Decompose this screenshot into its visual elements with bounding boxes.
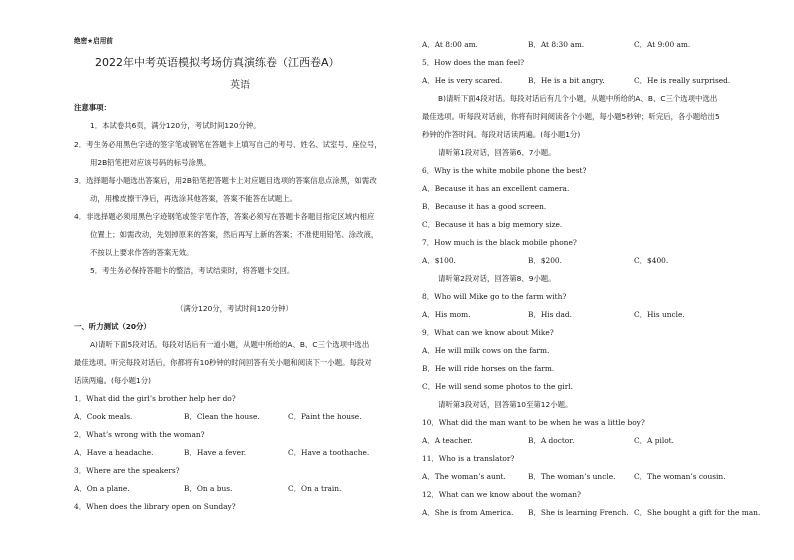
- question-5: 5．How does the man feel?: [422, 58, 525, 67]
- question-6: 6．Why is the white mobile phone the best?: [422, 166, 587, 175]
- notice-line: 4．非选择题必须用黑色字迹钢笔或签字笔作答，答案必须写在答题卡各题目指定区域内相应: [74, 212, 375, 221]
- option-c: C．He is really surprised.: [634, 76, 731, 85]
- option-c: C．His uncle.: [634, 310, 685, 319]
- question-9: 9．What can we know about Mike?: [422, 328, 554, 337]
- notice-line: 位置上；如需改动，先划掉原来的答案，然后再写上新的答案；不准使用铅笔、涂改液，: [90, 230, 379, 239]
- question-12: 12．What can we know about the woman?: [422, 490, 581, 499]
- option-b: B．At 8:30 am.: [528, 40, 585, 49]
- notice-line: 3．选择题每小题选出答案后，用2B铅笔把答题卡上对应题目选项的答案信息点涂黑，如需改: [74, 176, 377, 185]
- notice-line: 不按以上要求作答的答案无效。: [90, 248, 194, 257]
- intro-b-line: 最佳选项。听每段对话前，你将有时间阅读各个小题，每小题5秒钟；听完后，各小题给出5: [422, 112, 720, 121]
- option-a: A．Cook meals.: [74, 412, 133, 421]
- question-7: 7．How much is the black mobile phone?: [422, 238, 577, 247]
- notice-line: 动，用橡皮擦干净后，再选涂其他答案，答案不能答在试题上。: [90, 194, 297, 203]
- notice-line: 用2B铅笔把对应该号码的标号涂黑。: [90, 158, 211, 167]
- option-b: B．His dad.: [528, 310, 572, 319]
- option-a: A．The woman’s aunt.: [422, 472, 506, 481]
- question-2: 2．What’s wrong with the woman?: [74, 430, 205, 439]
- option-c: C．On a train.: [288, 484, 342, 493]
- option-b: B．Have a fever.: [184, 448, 247, 457]
- option-c: C．The woman’s cousin.: [634, 472, 726, 481]
- option-a: A．She is from America.: [422, 508, 514, 517]
- option-a: A．He is very scared.: [422, 76, 503, 85]
- option-a: A．Have a headache.: [74, 448, 154, 457]
- option-a: A．Because it has an excellent camera.: [422, 184, 570, 193]
- option-b: B．He will ride horses on the farm.: [422, 364, 555, 373]
- option-b: B．The woman’s uncle.: [528, 472, 616, 481]
- part-heading: 请听第2段对话，回答第8、9小题。: [438, 274, 556, 283]
- option-c: C．Because it has a big memory size.: [422, 220, 563, 229]
- option-b: B．Because it has a good screen.: [422, 202, 547, 211]
- notice-line: 1．本试卷共6页，满分120分，考试时间120分钟。: [90, 121, 261, 130]
- question-1: 1．What did the girl’s brother help her do?: [74, 394, 236, 403]
- option-b: B．She is learning French.: [528, 508, 629, 517]
- intro-a-line: 最佳选项。听完每段对话后，你都将有10秒钟的时间回答有关小题和阅读下一小题。每段对: [74, 358, 372, 367]
- option-c: C．Have a toothache.: [288, 448, 370, 457]
- option-b: B．Clean the house.: [184, 412, 260, 421]
- score-line: （满分120分，考试时间120分钟）: [176, 304, 293, 313]
- section1-heading: 一、听力测试（20分）: [74, 322, 151, 331]
- notice-line: 5．考生务必保持答题卡的整洁，考试结束时，将答题卡交回。: [90, 266, 295, 275]
- option-b: B．A doctor.: [528, 436, 575, 445]
- intro-a-line: A)请听下面5段对话。每段对话后有一道小题，从题中所给的A、B、C三个选项中选出: [90, 340, 370, 349]
- question-4: 4．When does the library open on Sunday?: [74, 502, 236, 511]
- subject-title: 英语: [230, 80, 250, 91]
- intro-a-line: 话读两遍。(每小题1分): [74, 376, 151, 385]
- option-a: A．He will milk cows on the farm.: [422, 346, 550, 355]
- option-c: C．At 9:00 am.: [634, 40, 691, 49]
- question-3: 3．Where are the speakers?: [74, 466, 180, 475]
- notice-heading: 注意事项：: [74, 103, 111, 112]
- part-heading: 请听第1段对话，回答第6、7小题。: [438, 148, 556, 157]
- exam-title: 2022年中考英语模拟考场仿真演练卷（江西卷A）: [95, 56, 340, 69]
- option-c: C．$400.: [634, 256, 669, 265]
- option-b: B．$200.: [528, 256, 562, 265]
- intro-b-line: 秒钟的作答时间。每段对话读两遍。(每小题1分): [422, 130, 581, 139]
- option-a: A．At 8:00 am.: [422, 40, 478, 49]
- option-a: A．On a plane.: [74, 484, 130, 493]
- part-heading: 请听第3段对话，回答第10至第12小题。: [438, 400, 573, 409]
- question-8: 8．Who will Mike go to the farm with?: [422, 292, 567, 301]
- option-c: C．Paint the house.: [288, 412, 362, 421]
- option-b: B．He is a bit angry.: [528, 76, 605, 85]
- notice-line: 2．考生务必用黑色字迹的签字笔或钢笔在答题卡上填写自己的考号、姓名、试室号、座位号，: [74, 140, 382, 149]
- option-a: A．His mom.: [422, 310, 471, 319]
- question-10: 10．What did the man want to be when he was a little boy?: [422, 418, 645, 427]
- option-a: A．A teacher.: [422, 436, 473, 445]
- question-11: 11．Who is a translator?: [422, 454, 515, 463]
- option-a: A．$100.: [422, 256, 456, 265]
- option-c: C．She bought a gift for the man.: [634, 508, 761, 517]
- option-b: B．On a bus.: [184, 484, 233, 493]
- secret-label: 绝密★启用前: [74, 37, 113, 45]
- option-c: C．A pilot.: [634, 436, 674, 445]
- option-c: C．He will send some photos to the girl.: [422, 382, 574, 391]
- intro-b-line: B)请听下面4段对话。每段对话后有几个小题，从题中所给的A、B、C三个选项中选出: [438, 94, 718, 103]
